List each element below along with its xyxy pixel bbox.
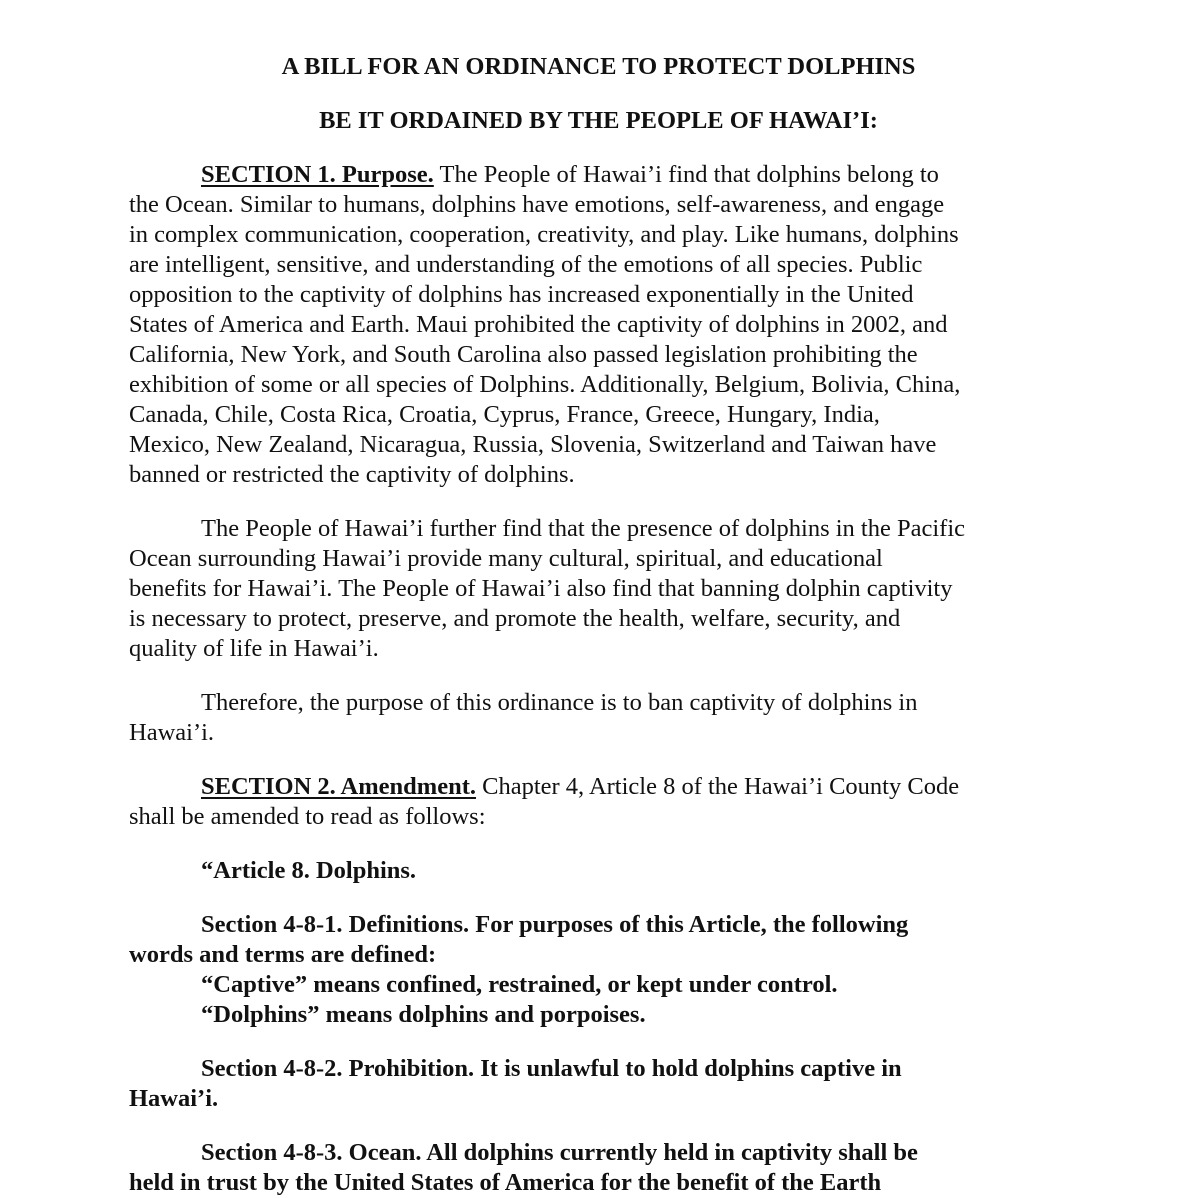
section-1-line: Canada, Chile, Costa Rica, Croatia, Cyprus, France, Greece, Hungary, India, bbox=[129, 401, 880, 428]
findings-paragraph-line: quality of life in Hawai’i. bbox=[129, 635, 379, 662]
findings-paragraph-line: is necessary to protect, preserve, and promote the health, welfare, security, and bbox=[129, 605, 901, 632]
article-title: “Article 8. Dolphins. bbox=[201, 857, 417, 884]
section-4-8-2-line: Hawai’i. bbox=[129, 1085, 219, 1112]
section-1-line: opposition to the captivity of dolphins has increased exponentially in the United bbox=[129, 281, 914, 308]
findings-paragraph-line: Ocean surrounding Hawai’i provide many cultural, spiritual, and educational bbox=[129, 545, 883, 572]
section-1-heading: SECTION 1. Purpose. bbox=[201, 161, 434, 188]
enacting-clause: BE IT ORDAINED BY THE PEOPLE OF HAWAI’I: bbox=[319, 107, 878, 134]
section-2-first-line: SECTION 2. Amendment. Chapter 4, Article 8 of the Hawai’i County Code bbox=[201, 773, 960, 800]
section-1-line: Mexico, New Zealand, Nicaragua, Russia, Slovenia, Switzerland and Taiwan have bbox=[129, 431, 937, 458]
purpose-paragraph-line: Hawai’i. bbox=[129, 719, 215, 746]
section-1-first-line: SECTION 1. Purpose. The People of Hawai’i find that dolphins belong to bbox=[201, 161, 939, 188]
section-4-8-2-line: Section 4-8-2. Prohibition. It is unlawful to hold dolphins captive in bbox=[201, 1055, 902, 1082]
bill-title: A BILL FOR AN ORDINANCE TO PROTECT DOLPHINS bbox=[281, 53, 916, 80]
section-1-line: States of America and Earth. Maui prohibited the captivity of dolphins in 2002, and bbox=[129, 311, 948, 338]
section-2-heading: SECTION 2. Amendment. bbox=[201, 773, 476, 800]
findings-paragraph-line: benefits for Hawai’i. The People of Hawai’i also find that banning dolphin captivity bbox=[129, 575, 953, 602]
section-1-line: in complex communication, cooperation, creativity, and play. Like humans, dolphins bbox=[129, 221, 959, 248]
section-1-line: the Ocean. Similar to humans, dolphins have emotions, self-awareness, and engage bbox=[129, 191, 945, 218]
purpose-paragraph-line: Therefore, the purpose of this ordinance is to ban captivity of dolphins in bbox=[201, 689, 918, 716]
findings-paragraph-line: The People of Hawai’i further find that the presence of dolphins in the Pacific bbox=[201, 515, 966, 542]
section-1-line: are intelligent, sensitive, and understanding of the emotions of all species. Public bbox=[129, 251, 923, 278]
section-4-8-3-line: held in trust by the United States of America for the benefit of the Earth bbox=[129, 1169, 882, 1196]
section-4-8-3-line: Section 4-8-3. Ocean. All dolphins currently held in captivity shall be bbox=[201, 1139, 918, 1166]
section-4-8-1-line: Section 4-8-1. Definitions. For purposes of this Article, the following bbox=[201, 911, 909, 938]
section-2-line: shall be amended to read as follows: bbox=[129, 803, 486, 830]
section-4-8-1-line: words and terms are defined: bbox=[129, 941, 437, 968]
section-1-line: California, New York, and South Carolina also passed legislation prohibiting the bbox=[129, 341, 918, 368]
section-1-line: banned or restricted the captivity of dolphins. bbox=[129, 461, 575, 488]
definition-dolphins: “Dolphins” means dolphins and porpoises. bbox=[201, 1001, 646, 1028]
definition-captive: “Captive” means confined, restrained, or kept under control. bbox=[201, 971, 838, 998]
section-1-line: exhibition of some or all species of Dolphins. Additionally, Belgium, Bolivia, China, bbox=[129, 371, 961, 398]
